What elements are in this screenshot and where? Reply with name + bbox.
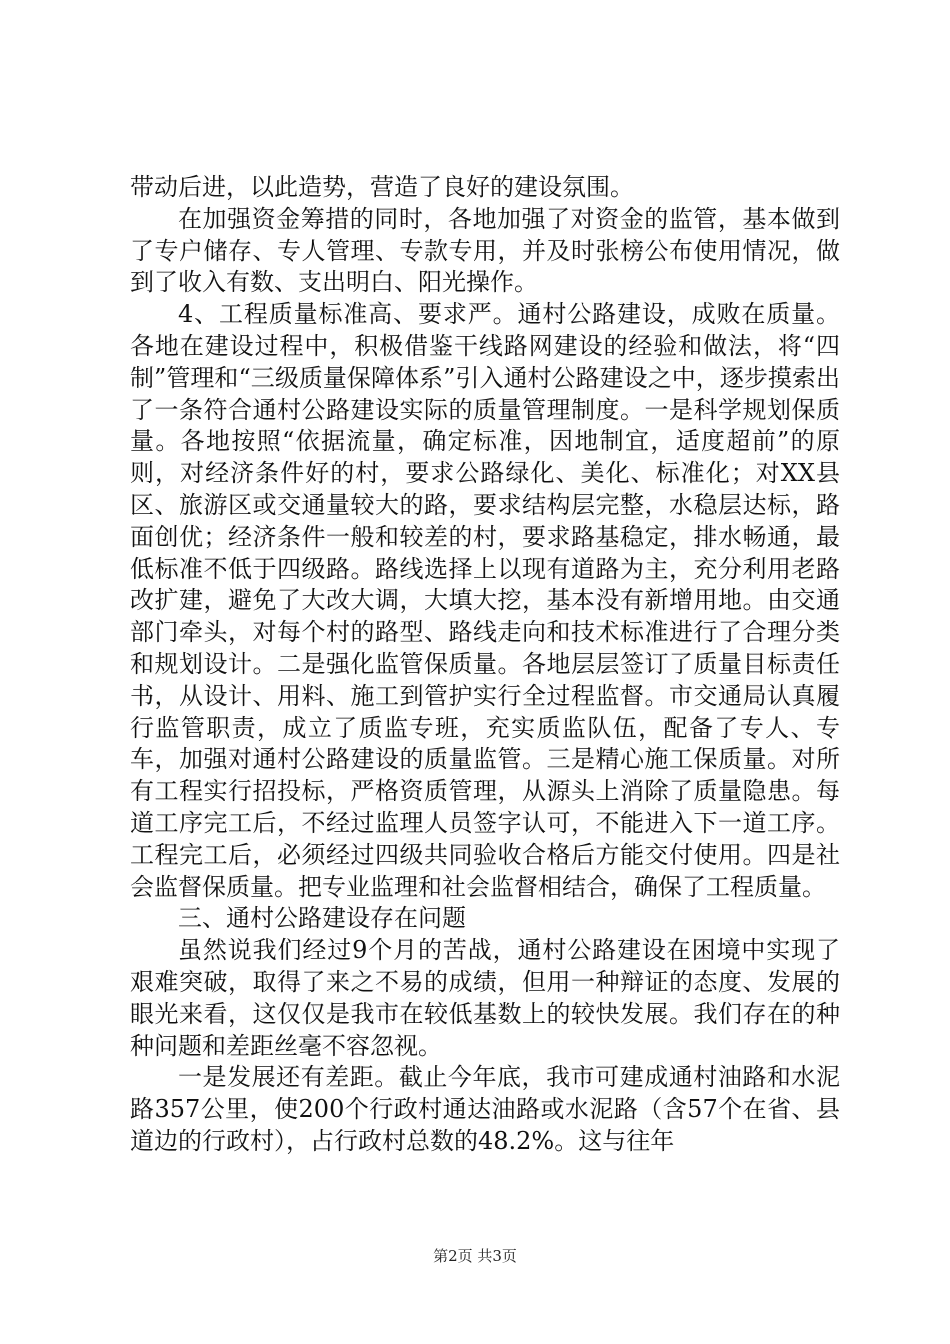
section-heading-problems: 三、通村公路建设存在问题 bbox=[178, 904, 466, 933]
paragraph-fund-supervision: 在加强资金筹措的同时，各地加强了对资金的监管，基本做到了专户储存、专人管理、专款专用，并及时张榜公布使用情况，做到了收入有数、支出明白、阳光操作。 bbox=[130, 204, 840, 297]
paragraph-continuation: 带动后进，以此造势，营造了良好的建设氛围。 bbox=[130, 173, 634, 201]
document-body bbox=[130, 172, 840, 1158]
paragraph-problems-intro: 虽然说我们经过9个月的苦战，通村公路建设在困境中实现了艰难突破，取得了来之不易的成绩，但用一种辩证的态度、发展的眼光来看，这仅仅是我市在较低基数上的较快发展。我们存在的种种问题和差距丝毫不容忽视。 bbox=[130, 936, 840, 1060]
paragraph-quality-standards: 4、工程质量标准高、要求严。通村公路建设，成败在质量。各地在建设过程中，积极借鉴干线路网建设的经验和做法，将“四制”管理和“三级质量保障体系”引入通村公路建设之中，逐步摸索出了一条符合通村公路建设实际的质量管理制度。一是科学规划保质量。各地按照“依据流量，确定标准，因地制宜，适度超前”的原则，对经济条件好的村，要求公路绿化、美化、标准化；对XX县区、旅游区或交通量较大的路，要求结构层完整，水稳层达标，路面创优；经济条件一般和较差的村，要求路基稳定，排水畅通，最低标准不低于四级路。路线选择上以现有道路为主，充分利用老路改扩建，避免了大改大调，大填大挖，基本没有新增用地。由交通部门牵头，对每个村的路型、路线走向和技术标准进行了合理分类和规划设计。二是强化监管保质量。各地层层签订了质量目标责任书，从设计、用料、施工到管护实行全过程监督。市交通局认真履行监管职责，成立了质监专班，充实质监队伍，配备了专人、专车，加强对通村公路建设的质量监管。三是精心施工保质量。对所有工程实行招投标，严格资质管理，从源头上消除了质量隐患。每道工序完工后，不经过监理人员签字认可，不能进入下一道工序。工程完工后，必须经过四级共同验收合格后方能交付使用。四是社会监督保质量。把专业监理和社会监督相结合，确保了工程质量。 bbox=[130, 300, 840, 901]
page-number-footer: 第2页 共3页 bbox=[433, 1247, 517, 1265]
paragraph-development-gap: 一是发展还有差距。截止今年底，我市可建成通村油路和水泥路357公里，使200个行政村通达油路或水泥路（含57个在省、县道边的行政村），占行政村总数的48.2%。这与往年 bbox=[130, 1063, 840, 1155]
